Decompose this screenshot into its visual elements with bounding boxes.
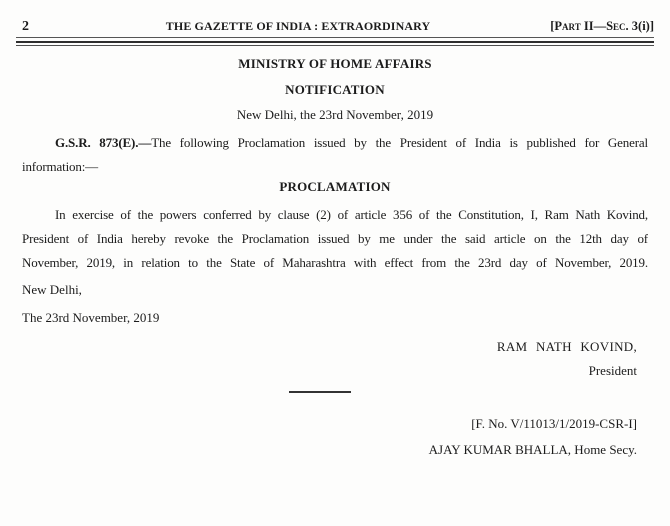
signature-divider-rule <box>289 391 351 393</box>
gsr-line-1 <box>22 131 648 155</box>
dateline: New Delhi, the 23rd November, 2019 <box>236 107 434 122</box>
date-line: The 23rd November, 2019 <box>22 310 160 325</box>
gazette-title: THE GAZETTE OF INDIA : EXTRAORDINARY <box>165 19 431 33</box>
gsr-line-2: information:— <box>22 159 99 174</box>
proclamation-heading: PROCLAMATION <box>279 179 391 194</box>
proclamation-line-2: President of India hereby revoke the Proclamation issued by me under the said article on the 12th day of <box>22 231 648 246</box>
signatory-name: RAM NATH KOVIND, <box>496 339 637 354</box>
notification-heading: NOTIFICATION <box>285 82 385 97</box>
place-line: New Delhi, <box>22 282 82 297</box>
gsr-number: G.S.R. 873(E).— <box>55 135 152 150</box>
file-number: [F. No. V/11013/1/2019-CSR-I] <box>471 416 637 431</box>
part-section-smallcaps: [Part II—Sec. <box>550 19 632 33</box>
header-rule-thin-bottom <box>16 45 654 46</box>
ministry-heading: MINISTRY OF HOME AFFAIRS <box>238 56 432 71</box>
proclamation-line-3: November, 2019, in relation to the State of Maharashtra with effect from the 23rd day of November, 2019. <box>22 255 648 270</box>
proclamation-line-1: In exercise of the powers conferred by clause (2) of article 356 of the Constitution, I, Ram Nath Kovind, <box>55 207 648 222</box>
part-section-suffix: 3(i)] <box>631 19 654 33</box>
header-rule-thick <box>16 41 654 43</box>
part-section-label <box>514 19 654 34</box>
secretary-line: AJAY KUMAR BHALLA, Home Secy. <box>428 442 637 457</box>
page-number: 2 <box>22 19 29 34</box>
gsr-paragraph <box>22 131 648 179</box>
proclamation-paragraph <box>22 203 648 275</box>
gsr-line-1-text: The following Proclamation issued by the President of India is published for General <box>151 135 648 150</box>
running-head <box>22 19 654 35</box>
signatory-title: President <box>588 363 637 378</box>
header-rule-thin-top <box>16 37 654 38</box>
